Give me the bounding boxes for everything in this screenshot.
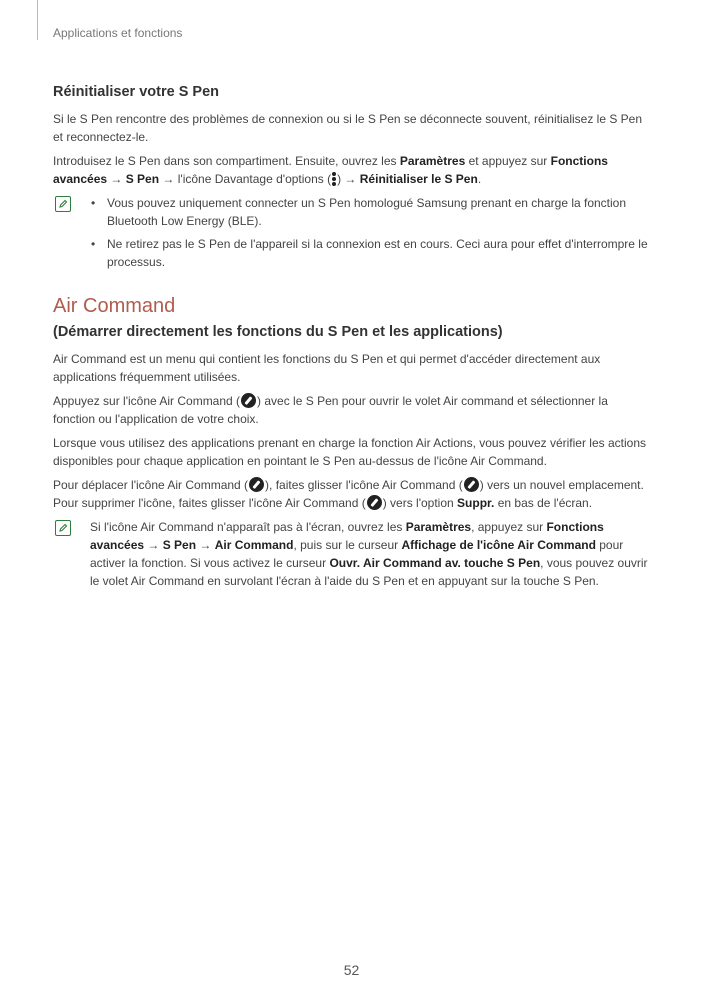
- air-command-icon: [249, 477, 264, 492]
- air-command-icon: [241, 393, 256, 408]
- air-command-subtitle: (Démarrer directement les fonctions du S Pen et les applications): [53, 324, 503, 340]
- reset-paragraph-2: Introduisez le S Pen dans son compartiment. Ensuite, ouvrez les Paramètres et appuyez sur Fonctions avancées → S Pen → l'icône Davantage d'options ( ) → Réinitialiser le S Pen.: [53, 154, 608, 186]
- page-header: Applications et fonctions: [53, 26, 183, 40]
- margin-rule: [37, 0, 38, 40]
- more-options-icon: [331, 172, 337, 186]
- air-command-paragraph-2: Appuyez sur l'icône Air Command ( ) avec le S Pen pour ouvrir le volet Air command et sélectionner la fonction ou l'application de votre choix.: [53, 394, 608, 426]
- reset-heading: Réinitialiser votre S Pen: [53, 84, 220, 100]
- air-command-icon: [367, 495, 382, 510]
- reset-paragraph-1: Si le S Pen rencontre des problèmes de connexion ou si le S Pen se déconnecte souvent, réinitialisez le S Pen et reconnectez-le.: [53, 112, 643, 144]
- air-command-note: [53, 518, 650, 590]
- air-command-paragraph-1: Air Command est un menu qui contient les fonctions du S Pen et qui permet d'accéder directement aux applications fréquemment utilisées.: [53, 352, 601, 384]
- page-content: [53, 84, 650, 596]
- air-command-paragraph-4: Pour déplacer l'icône Air Command ( ), faites glisser l'icône Air Command ( ) vers un nouvel emplacement. Pour supprimer l'icône, faites glisser l'icône Air Command ( ) vers l'option Suppr. en bas de l'écran.: [53, 478, 644, 510]
- note-item: • Ne retirez pas le S Pen de l'appareil si la connexion est en cours. Ceci aura pour effet d'interrompre le processus.: [107, 235, 650, 271]
- note-text: Si l'icône Air Command n'apparaît pas à l'écran, ouvrez les Paramètres, appuyez sur Fonctions avancées → S Pen → Air Command, puis sur le curseur Affichage de l'icône Air Command pour activer la fonction. Si vous activez le curseur Ouvr. Air Command av. touche S Pen, vous pouvez ouvrir le volet Air Command en survolant l'écran à l'aide du S Pen et en appuyant sur la touche S Pen.: [90, 520, 648, 588]
- note-pencil-icon: [55, 520, 71, 536]
- page-number: 52: [343, 962, 360, 978]
- note-pencil-icon: [55, 196, 71, 212]
- note-item: • Vous pouvez uniquement connecter un S Pen homologué Samsung prenant en charge la fonction Bluetooth Low Energy (BLE).: [107, 194, 650, 230]
- reset-note: [53, 194, 650, 271]
- air-command-heading: Air Command: [53, 295, 176, 317]
- air-command-icon: [464, 477, 479, 492]
- air-command-paragraph-3: Lorsque vous utilisez des applications prenant en charge la fonction Air Actions, vous pouvez vérifier les actions disponibles pour chaque application en pointant le S Pen au-dessus de l'icône Air Command.: [53, 436, 647, 468]
